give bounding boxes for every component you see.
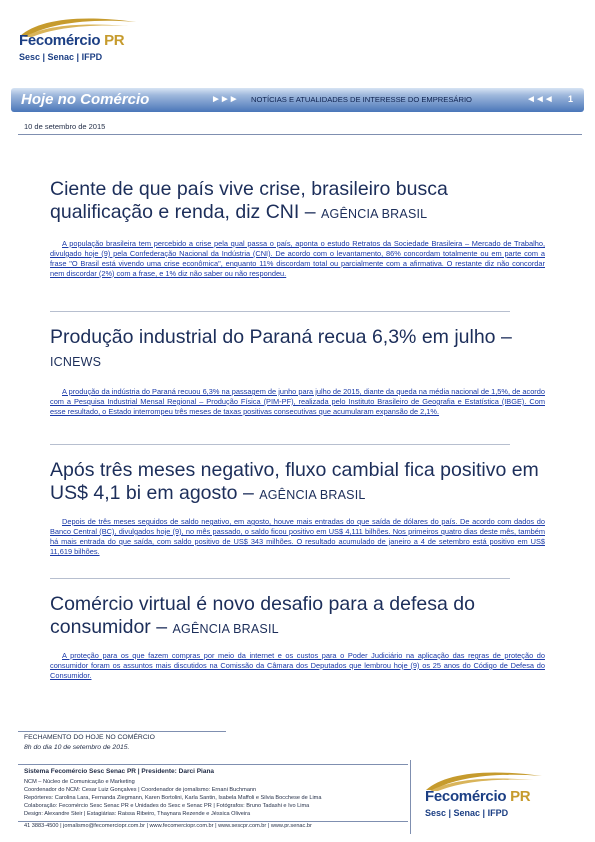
article-headline-text[interactable]: Após três meses negativo, fluxo cambial fica positivo em US$ 4,1 bi em agosto –: [50, 459, 539, 504]
article-separator: [50, 444, 510, 445]
logo-sub-brands: Sesc | Senac | IFPD: [19, 52, 103, 62]
article-separator: [50, 578, 510, 579]
footer-contact[interactable]: 41 3883-4500 | jornalismo@fecomerciopr.com.br | www.fecomerciopr.com.br | www.sescpr.com.br | www.pr.senac.br: [24, 823, 312, 829]
fecomercio-footer-logo: [422, 770, 592, 830]
article-source: AGÊNCIA BRASIL: [172, 622, 279, 636]
fecomercio-logo: [10, 10, 190, 76]
closing-time: 8h do dia 10 de setembro de 2015.: [24, 744, 130, 751]
article-2-body[interactable]: A produção da indústria do Paraná recuou 6,3% na passagem de junho para julho de 2015, diante da queda na média nacional de 1,5%, de acordo com a Pesquisa Industrial Mensal Regional – Produção Física (PIM-PF), realizada pelo Instituto Brasileiro de Geografia e Estatística (IBGE). Com esse resultado, o Estado interrompeu três meses de taxas positivas consecutivas que acumularam expansão de 2,1%.: [50, 387, 545, 416]
section-banner: [11, 88, 584, 112]
footer-credit: Coordenador do NCM: Cesar Luiz Gonçalves | Coordenador de jornalismo: Ernani Buchmann: [24, 787, 257, 793]
logo-brand-name: [425, 788, 530, 805]
article-1-body[interactable]: A população brasileira tem percebido a crise pela qual passa o país, aponta o estudo Retratos da Sociedade Brasileira – Mercado de Trabalho, divulgado hoje (9) pela Confederação Nacional da Indústria (CNI). De acordo com o levantamento, 86% concordam totalmente ou em parte com a frase "O Brasil está vivendo uma crise econômica", enquanto 11% discordam total ou parcialmente com a afirmativa. O restante diz não concordar nem discordar (2%) com a frase, e 1% diz não saber ou não respondeu.: [50, 239, 545, 278]
divider: [18, 134, 582, 135]
article-headline-text[interactable]: Ciente de que país vive crise, brasileiro busca qualificação e renda, diz CNI –: [50, 178, 448, 223]
article-4-headline[interactable]: [50, 593, 550, 641]
article-source: AGÊNCIA BRASIL: [321, 207, 428, 221]
article-2-headline[interactable]: [50, 326, 550, 374]
banner-title: Hoje no Comércio: [21, 91, 150, 108]
article-headline-text[interactable]: Comércio virtual é novo desafio para a defesa do consumidor –: [50, 593, 475, 638]
divider: [410, 760, 411, 834]
page-number: 1: [568, 94, 574, 104]
divider: [18, 764, 408, 765]
divider: [18, 731, 226, 732]
article-source: AGÊNCIA BRASIL: [259, 488, 366, 502]
arrow-right-icon: ►►►: [211, 94, 238, 105]
article-4-body[interactable]: A proteção para os que fazem compras por meio da internet e os custos para o Poder Judiciário na aplicação das regras de proteção do consumidor foram os assuntos mais discutidos na Comissão da Câmara dos Deputados que lembrou hoje (9) os 25 anos do Código de Defesa do Consumidor.: [50, 651, 545, 680]
divider: [18, 821, 408, 822]
footer-credit: Design: Alexandre Steir | Estagiárias: Raissa Ribeiro, Thaynara Rezende e Jéssica Oliveira: [24, 811, 251, 817]
article-separator: [50, 311, 510, 312]
arrow-left-icon: ◄◄◄: [526, 94, 553, 105]
footer-credit: Colaboração: Fecomércio Sesc Senac PR e Unidades do Sesc e Senac PR | Fotógrafos: Bruno Tadashi e Ivo Lima: [24, 803, 310, 809]
logo-brand-text: Fecomércio: [425, 788, 507, 805]
article-3-headline[interactable]: [50, 459, 550, 507]
banner-tagline: NOTÍCIAS E ATUALIDADES DE INTERESSE DO EMPRESÁRIO: [251, 95, 472, 104]
logo-brand-suffix: PR: [510, 788, 531, 805]
logo-sub-brands: Sesc | Senac | IFPD: [425, 808, 509, 818]
article-source: ICNEWS: [50, 355, 102, 369]
issue-date: 10 de setembro de 2015: [24, 122, 106, 131]
logo-brand-suffix: PR: [104, 32, 125, 49]
closing-title: FECHAMENTO DO HOJE NO COMÉRCIO: [24, 734, 155, 741]
logo-brand-name: [19, 32, 124, 49]
footer-credit: NCM – Núcleo de Comunicação e Marketing: [24, 779, 135, 785]
article-1-headline[interactable]: [50, 178, 550, 226]
footer-system: Sistema Fecomércio Sesc Senac PR | Presidente: Darci Piana: [24, 768, 215, 775]
article-headline-text[interactable]: Produção industrial do Paraná recua 6,3% em julho –: [50, 326, 512, 348]
logo-brand-text: Fecomércio: [19, 32, 101, 49]
footer-credit: Repórteres: Carolina Lara, Fernanda Ziegmann, Karen Bortolini, Karla Santin, Isabela Maffoli e Silvia Bocchese de Lima: [24, 795, 322, 801]
article-3-body[interactable]: Depois de três meses seguidos de saldo negativo, em agosto, houve mais entradas do que saída de dólares do país. De acordo com dados do Banco Central (BC), divulgados hoje (9), no mês passado, o saldo ficou positivo em US$ 4,111 bilhões. Nos primeiros quatro dias deste mês, também há mais entrada do que saída, com saldo positivo de US$ 343 milhões. O resultado acumulado de janeiro a 4 de setembro está positivo em US$ 11,619 bilhões.: [50, 517, 545, 556]
